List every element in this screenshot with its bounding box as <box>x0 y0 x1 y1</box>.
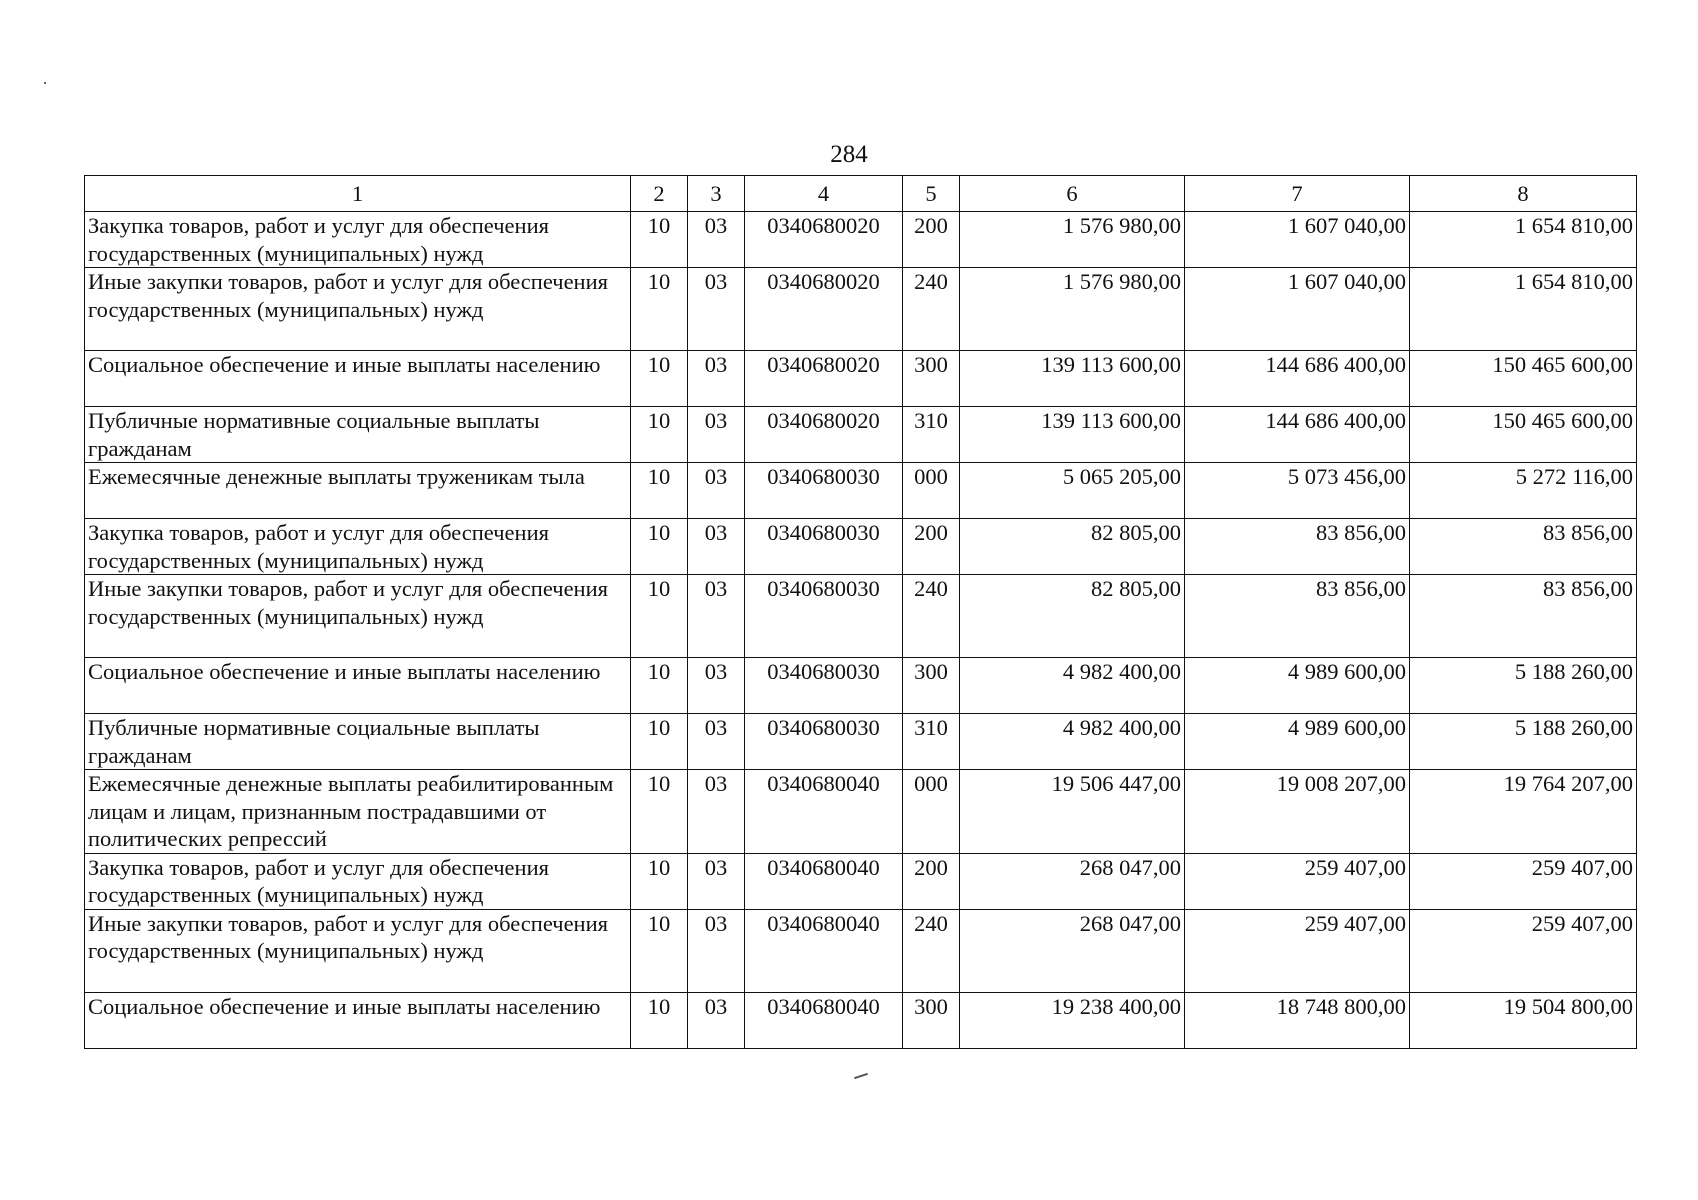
row-description: Социальное обеспечение и иные выплаты населению <box>85 658 631 714</box>
subsection-code: 03 <box>688 351 745 407</box>
column-header-8: 8 <box>1410 176 1637 212</box>
table-row <box>85 212 1637 268</box>
table-row <box>85 714 1637 770</box>
amount-year-3: 19 764 207,00 <box>1410 770 1637 854</box>
expense-type-code: 240 <box>903 909 960 992</box>
target-article-code: 0340680040 <box>745 909 903 992</box>
section-code: 10 <box>631 407 688 463</box>
amount-year-3: 5 188 260,00 <box>1410 714 1637 770</box>
amount-year-3: 83 856,00 <box>1410 575 1637 658</box>
subsection-code: 03 <box>688 407 745 463</box>
target-article-code: 0340680020 <box>745 268 903 351</box>
amount-year-3: 5 188 260,00 <box>1410 658 1637 714</box>
column-header-5: 5 <box>903 176 960 212</box>
subsection-code: 03 <box>688 268 745 351</box>
subsection-code: 03 <box>688 770 745 854</box>
subsection-code: 03 <box>688 463 745 519</box>
target-article-code: 0340680030 <box>745 714 903 770</box>
amount-year-1: 5 065 205,00 <box>960 463 1185 519</box>
amount-year-3: 150 465 600,00 <box>1410 407 1637 463</box>
pen-mark <box>854 1073 868 1079</box>
row-description: Закупка товаров, работ и услуг для обеспечения государственных (муниципальных) нужд <box>85 853 631 909</box>
amount-year-1: 4 982 400,00 <box>960 714 1185 770</box>
amount-year-1: 1 576 980,00 <box>960 268 1185 351</box>
section-code: 10 <box>631 714 688 770</box>
amount-year-2: 19 008 207,00 <box>1185 770 1410 854</box>
table-row <box>85 770 1637 854</box>
page-number: 284 <box>830 141 868 168</box>
amount-year-2: 4 989 600,00 <box>1185 714 1410 770</box>
row-description: Социальное обеспечение и иные выплаты населению <box>85 992 631 1048</box>
expense-type-code: 000 <box>903 463 960 519</box>
expense-type-code: 300 <box>903 992 960 1048</box>
amount-year-2: 83 856,00 <box>1185 575 1410 658</box>
amount-year-2: 259 407,00 <box>1185 909 1410 992</box>
table-row <box>85 853 1637 909</box>
amount-year-3: 259 407,00 <box>1410 853 1637 909</box>
row-description: Публичные нормативные социальные выплаты гражданам <box>85 714 631 770</box>
row-description: Социальное обеспечение и иные выплаты населению <box>85 351 631 407</box>
amount-year-2: 83 856,00 <box>1185 519 1410 575</box>
target-article-code: 0340680020 <box>745 407 903 463</box>
section-code: 10 <box>631 463 688 519</box>
amount-year-1: 268 047,00 <box>960 853 1185 909</box>
section-code: 10 <box>631 212 688 268</box>
amount-year-1: 4 982 400,00 <box>960 658 1185 714</box>
row-description: Ежемесячные денежные выплаты реабилитированным лицам и лицам, признанным пострадавшими от политических репрессий <box>85 770 631 854</box>
target-article-code: 0340680030 <box>745 658 903 714</box>
subsection-code: 03 <box>688 853 745 909</box>
amount-year-2: 18 748 800,00 <box>1185 992 1410 1048</box>
section-code: 10 <box>631 351 688 407</box>
budget-table <box>84 175 1637 1049</box>
amount-year-1: 19 506 447,00 <box>960 770 1185 854</box>
subsection-code: 03 <box>688 909 745 992</box>
amount-year-1: 19 238 400,00 <box>960 992 1185 1048</box>
column-header-2: 2 <box>631 176 688 212</box>
row-description: Закупка товаров, работ и услуг для обеспечения государственных (муниципальных) нужд <box>85 212 631 268</box>
table-row <box>85 575 1637 658</box>
section-code: 10 <box>631 992 688 1048</box>
amount-year-1: 139 113 600,00 <box>960 351 1185 407</box>
row-description: Публичные нормативные социальные выплаты гражданам <box>85 407 631 463</box>
table-row <box>85 351 1637 407</box>
section-code: 10 <box>631 853 688 909</box>
expense-type-code: 240 <box>903 268 960 351</box>
target-article-code: 0340680020 <box>745 351 903 407</box>
section-code: 10 <box>631 519 688 575</box>
amount-year-1: 1 576 980,00 <box>960 212 1185 268</box>
target-article-code: 0340680030 <box>745 519 903 575</box>
expense-type-code: 000 <box>903 770 960 854</box>
table-row <box>85 519 1637 575</box>
table-body <box>85 212 1637 1049</box>
expense-type-code: 310 <box>903 714 960 770</box>
subsection-code: 03 <box>688 658 745 714</box>
amount-year-3: 83 856,00 <box>1410 519 1637 575</box>
amount-year-3: 1 654 810,00 <box>1410 212 1637 268</box>
table-row <box>85 463 1637 519</box>
expense-type-code: 200 <box>903 212 960 268</box>
table-row <box>85 658 1637 714</box>
amount-year-2: 4 989 600,00 <box>1185 658 1410 714</box>
amount-year-2: 144 686 400,00 <box>1185 407 1410 463</box>
section-code: 10 <box>631 658 688 714</box>
column-header-6: 6 <box>960 176 1185 212</box>
subsection-code: 03 <box>688 519 745 575</box>
row-description: Иные закупки товаров, работ и услуг для обеспечения государственных (муниципальных) нужд <box>85 575 631 658</box>
target-article-code: 0340680040 <box>745 853 903 909</box>
amount-year-1: 268 047,00 <box>960 909 1185 992</box>
amount-year-3: 1 654 810,00 <box>1410 268 1637 351</box>
column-header-1: 1 <box>85 176 631 212</box>
column-header-4: 4 <box>745 176 903 212</box>
amount-year-2: 5 073 456,00 <box>1185 463 1410 519</box>
subsection-code: 03 <box>688 992 745 1048</box>
subsection-code: 03 <box>688 575 745 658</box>
scan-speck <box>44 82 46 84</box>
section-code: 10 <box>631 268 688 351</box>
section-code: 10 <box>631 909 688 992</box>
row-description: Закупка товаров, работ и услуг для обеспечения государственных (муниципальных) нужд <box>85 519 631 575</box>
table-row <box>85 268 1637 351</box>
row-description: Иные закупки товаров, работ и услуг для обеспечения государственных (муниципальных) нужд <box>85 268 631 351</box>
table-row <box>85 909 1637 992</box>
target-article-code: 0340680020 <box>745 212 903 268</box>
table-row <box>85 407 1637 463</box>
amount-year-1: 139 113 600,00 <box>960 407 1185 463</box>
amount-year-3: 19 504 800,00 <box>1410 992 1637 1048</box>
row-description: Иные закупки товаров, работ и услуг для обеспечения государственных (муниципальных) нужд <box>85 909 631 992</box>
target-article-code: 0340680030 <box>745 463 903 519</box>
amount-year-2: 259 407,00 <box>1185 853 1410 909</box>
amount-year-3: 150 465 600,00 <box>1410 351 1637 407</box>
row-description: Ежемесячные денежные выплаты труженикам тыла <box>85 463 631 519</box>
amount-year-2: 144 686 400,00 <box>1185 351 1410 407</box>
subsection-code: 03 <box>688 212 745 268</box>
target-article-code: 0340680040 <box>745 992 903 1048</box>
column-header-7: 7 <box>1185 176 1410 212</box>
amount-year-3: 5 272 116,00 <box>1410 463 1637 519</box>
amount-year-3: 259 407,00 <box>1410 909 1637 992</box>
column-header-3: 3 <box>688 176 745 212</box>
table-row <box>85 992 1637 1048</box>
amount-year-1: 82 805,00 <box>960 575 1185 658</box>
amount-year-2: 1 607 040,00 <box>1185 268 1410 351</box>
amount-year-2: 1 607 040,00 <box>1185 212 1410 268</box>
amount-year-1: 82 805,00 <box>960 519 1185 575</box>
expense-type-code: 300 <box>903 351 960 407</box>
target-article-code: 0340680030 <box>745 575 903 658</box>
expense-type-code: 310 <box>903 407 960 463</box>
expense-type-code: 200 <box>903 519 960 575</box>
subsection-code: 03 <box>688 714 745 770</box>
section-code: 10 <box>631 770 688 854</box>
expense-type-code: 200 <box>903 853 960 909</box>
target-article-code: 0340680040 <box>745 770 903 854</box>
expense-type-code: 240 <box>903 575 960 658</box>
section-code: 10 <box>631 575 688 658</box>
header-row <box>85 176 1637 212</box>
expense-type-code: 300 <box>903 658 960 714</box>
